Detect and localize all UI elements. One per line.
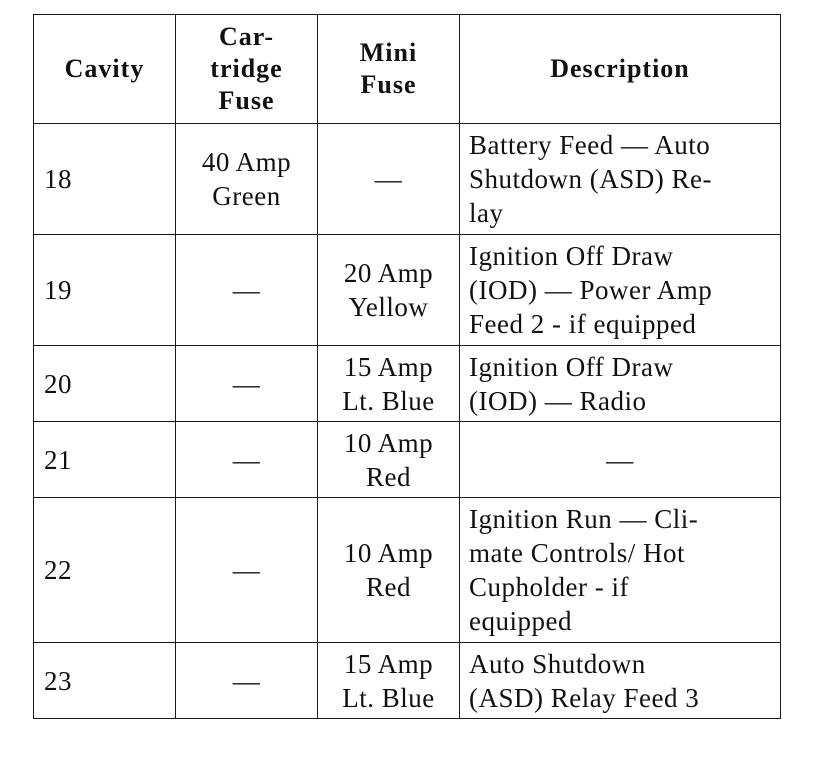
table-header <box>34 15 781 124</box>
cell-line: mate Controls/ Hot <box>469 538 685 568</box>
header-cartridge-line: Car- <box>218 22 274 51</box>
description-cell <box>460 124 781 235</box>
header-mini-line: Mini <box>359 38 418 67</box>
cartridge-fuse-cell <box>176 346 318 422</box>
cell-line: Lt. Blue <box>342 385 435 416</box>
cell-line: — <box>232 444 261 475</box>
cell-line: Ignition Off Draw <box>469 351 674 382</box>
cell-line: — <box>374 164 403 194</box>
cavity-cell: 18 <box>34 124 176 235</box>
table-row <box>34 422 781 498</box>
mini-fuse-cell <box>318 235 460 346</box>
cell-line: (IOD) — Radio <box>469 385 647 416</box>
header-cavity <box>34 15 176 124</box>
cell-line: Lt. Blue <box>342 682 435 713</box>
cell-line: 10 Amp <box>343 538 434 568</box>
cell-line: Battery Feed — Auto <box>469 130 711 160</box>
cavity-cell: 20 <box>34 346 176 422</box>
cell-line: Shutdown (ASD) Re- <box>469 164 712 194</box>
cell-line: 15 Amp <box>343 351 434 382</box>
mini-fuse-cell <box>318 422 460 498</box>
description-cell <box>460 422 781 498</box>
header-row <box>34 15 781 124</box>
cell-line: Red <box>366 572 411 602</box>
cavity-cell: 23 <box>34 643 176 719</box>
cartridge-fuse-cell <box>176 643 318 719</box>
cell-line: Cupholder - if <box>469 572 629 602</box>
fuse-table <box>33 14 781 719</box>
cell-line: (ASD) Relay Feed 3 <box>469 682 700 713</box>
cavity-cell: 22 <box>34 498 176 643</box>
cell-line: lay <box>469 198 504 228</box>
cell-line: 10 Amp <box>343 427 434 458</box>
cell-line: Ignition Off Draw <box>469 241 674 271</box>
header-cartridge-line: tridge <box>210 54 283 83</box>
cell-line: — <box>232 275 261 305</box>
description-cell <box>460 346 781 422</box>
cavity-cell: 19 <box>34 235 176 346</box>
cartridge-fuse-cell <box>176 498 318 643</box>
cell-line: 40 Amp <box>201 147 292 177</box>
cell-line: — <box>232 368 261 399</box>
cell-line: — <box>232 555 261 585</box>
mini-fuse-cell <box>318 346 460 422</box>
cell-line: Ignition Run — Cli- <box>469 504 699 534</box>
cell-line: Green <box>212 181 281 211</box>
cell-line: equipped <box>469 606 572 636</box>
table-row <box>34 124 781 235</box>
cartridge-fuse-cell <box>176 422 318 498</box>
mini-fuse-cell <box>318 124 460 235</box>
header-mini-fuse <box>318 15 460 124</box>
header-cartridge-fuse <box>176 15 318 124</box>
header-mini-line: Fuse <box>360 70 417 99</box>
cell-line: — <box>606 444 634 475</box>
header-cavity-line: Cavity <box>64 54 145 83</box>
cell-line: Yellow <box>348 292 429 322</box>
description-cell <box>460 498 781 643</box>
mini-fuse-cell <box>318 498 460 643</box>
table-body <box>34 124 781 719</box>
description-cell <box>460 643 781 719</box>
table-row <box>34 346 781 422</box>
cell-line: Feed 2 - if equipped <box>469 309 697 339</box>
cell-line: — <box>232 665 261 696</box>
table-row <box>34 643 781 719</box>
cell-line: Auto Shutdown <box>469 648 646 679</box>
header-description <box>460 15 781 124</box>
cell-line: Red <box>366 461 411 492</box>
description-cell <box>460 235 781 346</box>
table-row <box>34 498 781 643</box>
cavity-cell: 21 <box>34 422 176 498</box>
cell-line: 20 Amp <box>343 258 434 288</box>
table-row <box>34 235 781 346</box>
mini-fuse-cell <box>318 643 460 719</box>
cell-line: 15 Amp <box>343 648 434 679</box>
header-description-line: Description <box>550 54 690 83</box>
cartridge-fuse-cell <box>176 124 318 235</box>
cartridge-fuse-cell <box>176 235 318 346</box>
header-cartridge-line: Fuse <box>218 86 275 115</box>
cell-line: (IOD) — Power Amp <box>469 275 713 305</box>
